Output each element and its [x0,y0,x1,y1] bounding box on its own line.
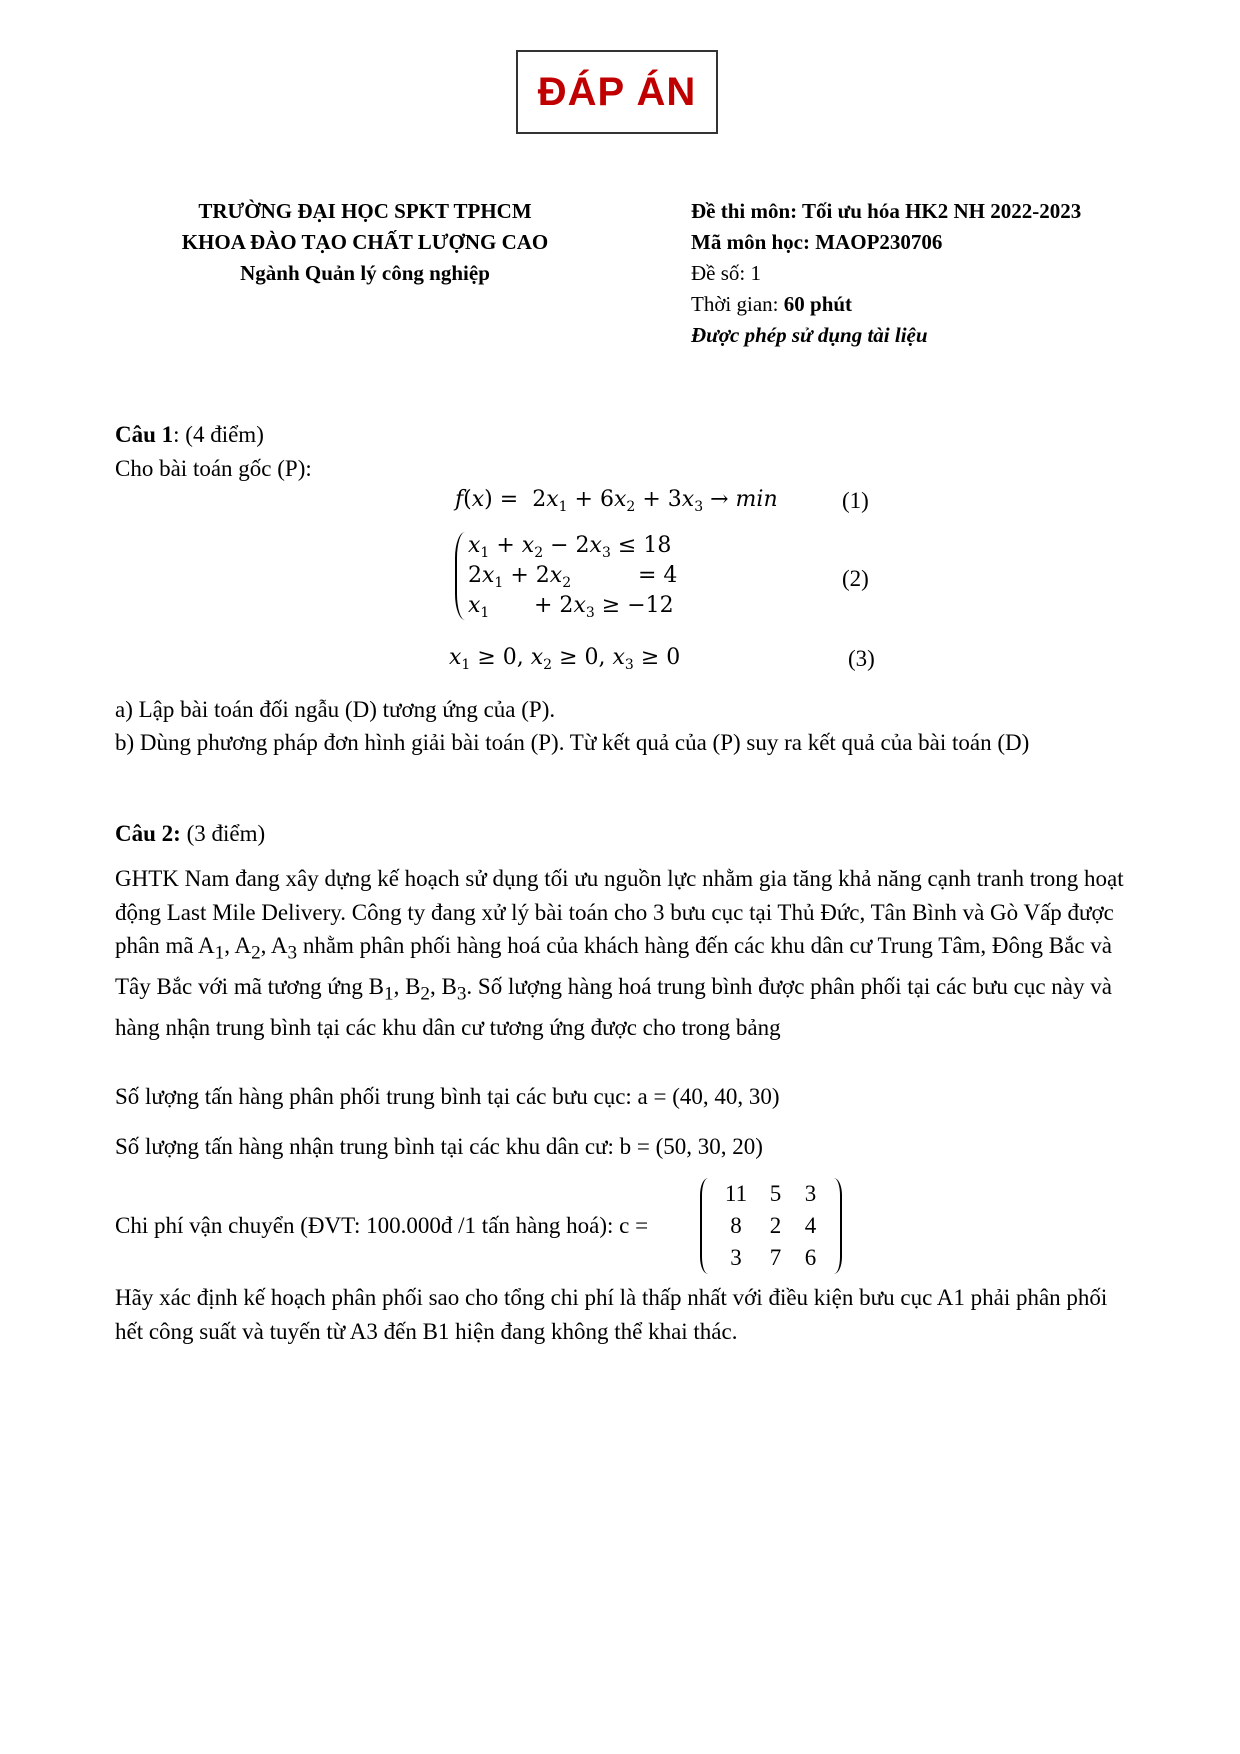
question-1-part-a: a) Lập bài toán đối ngẫu (D) tương ứng của (P). [115,697,556,722]
matrix-cell: 7 [769,1245,782,1270]
cost-matrix-label: Chi phí vận chuyển (ĐVT: 100.000đ /1 tấn hàng hoá): c = [115,1213,649,1238]
constraint-2-rhs: = 4 [638,563,678,588]
question-1-part-b: b) Dùng phương pháp đơn hình giải bài toán (P). Từ kết quả của (P) suy ra kết quả của bài toán (D) [115,730,1030,755]
constraint-3: + $2x_3 \ge -12$ [534,593,674,621]
exam-info [691,196,1211,351]
exam-number: Đề số: 1 [691,261,761,285]
question-2-task: Hãy xác định kế hoạch phân phối sao cho tổng chi phí là thấp nhất với điều kiện bưu cục A1 phải phân phối hết công suất và tuyến từ A3 đến B1 hiện đang không thể khai thác. [115,1285,1108,1344]
university-name: TRƯỜNG ĐẠI HỌC SPKT TPHCM [198,199,532,223]
answer-key-stamp [516,50,718,134]
matrix-right-paren [826,1178,842,1274]
stamp-text: ĐÁP ÁN [537,69,697,114]
materials-note: Được phép sử dụng tài liệu [691,323,928,347]
supply-vector: Số lượng tấn hàng phân phối trung bình tại các bưu cục: a = (40, 40, 30) [115,1084,780,1109]
constraint-3-lhs: $x_1$ [468,593,490,621]
matrix-cell: 4 [804,1213,817,1238]
major-name: Ngành Quản lý công nghiệp [240,261,490,285]
matrix-cell: 6 [804,1245,817,1270]
school-header [120,196,610,289]
course-code: Mã môn học: MAOP230706 [691,230,943,254]
equation-number-2: (2) [842,566,869,591]
equation-number-3: (3) [848,646,875,671]
faculty-name: KHOA ĐÀO TẠO CHẤT LƯỢNG CAO [181,230,549,254]
nonnegativity-constraints: $x_1 \ge 0$, $x_2 \ge 0$, $x_3 \ge 0$ [449,645,681,673]
question-1-intro: Cho bài toán gốc (P): [115,456,312,481]
exam-subject: Đề thi môn: Tối ưu hóa HK2 NH 2022-2023 [691,199,1082,223]
demand-vector: Số lượng tấn hàng nhận trung bình tại các khu dân cư: b = (50, 30, 20) [115,1134,763,1159]
question-2-heading: Câu 2: (3 điểm) [115,821,266,846]
matrix-cell: 3 [730,1245,742,1270]
matrix-cell: 5 [769,1181,782,1206]
matrix-cell: 2 [769,1213,782,1238]
cost-matrix [700,1178,842,1274]
matrix-cell: 3 [804,1181,817,1206]
matrix-cell: 11 [724,1181,748,1206]
question-2-description: GHTK Nam đang xây dựng kế hoạch sử dụng tối ưu nguồn lực nhằm gia tăng khả năng cạnh tranh trong hoạt động Last Mile Delivery. Công ty đang xử lý bài toán cho 3 bưu cục tại Thủ Đức, Tân Bình và Gò Vấp được phân mã $A_1$, $A_2$, $A_3$ nhằm phân phối hàng hoá của khách hàng đến các khu dân cư Trung Tâm, Đông Bắc và Tây Bắc với mã tương ứng $B_1$, $B_2$, $B_3$. Số lượng hàng hoá trung bình được phân phối tại các bưu cục này và hàng nhận trung bình tại các khu dân cư tương ứng được cho trong bảng [115,866,1124,1041]
constraint-brace [455,532,467,620]
constraint-2: $2x_1 + 2x_2$ [468,563,572,591]
constraint-1: $x_1 + x_2 - 2x_3 \le 18$ [468,533,672,561]
question-1-heading: Câu 1: (4 điểm) [115,422,264,447]
exam-time: Thời gian: 60 phút [691,292,853,316]
objective-function: $f(x) = 2x_1 + 6x_2 + 3x_3 \to \min$ [455,487,778,515]
equation-number-1: (1) [842,488,869,513]
matrix-cell: 8 [730,1213,742,1238]
